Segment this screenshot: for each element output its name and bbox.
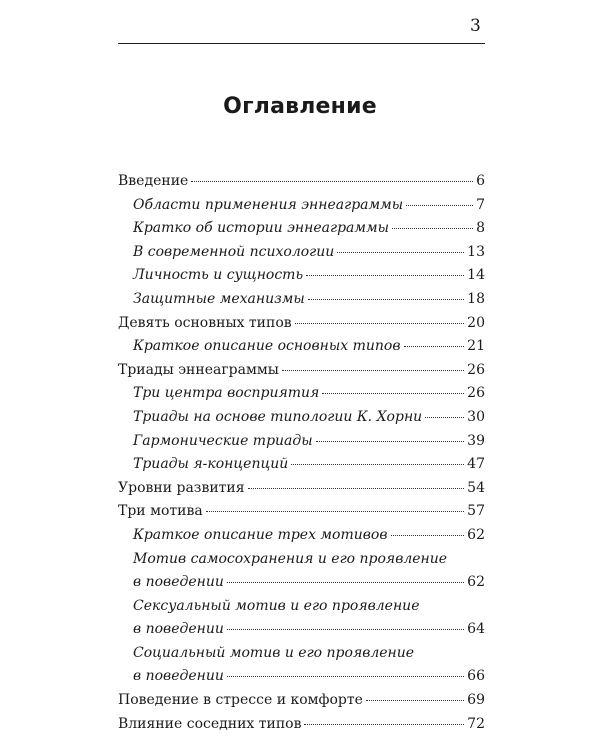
toc-entry-title-line: Сексуальный мотив и его проявление bbox=[133, 597, 420, 614]
toc-entry-title: Гармонические триады bbox=[133, 432, 313, 449]
page-number: 3 bbox=[470, 16, 481, 36]
toc-entry[interactable] bbox=[118, 477, 485, 501]
toc-entry-line bbox=[133, 382, 485, 406]
toc-entry[interactable] bbox=[118, 170, 485, 194]
toc-page-number: 14 bbox=[467, 267, 485, 284]
toc-entry-title: В современной психологии bbox=[133, 243, 335, 260]
toc-entry[interactable] bbox=[118, 241, 485, 265]
toc-page-number: 7 bbox=[476, 196, 485, 213]
toc-page-number: 62 bbox=[467, 574, 485, 591]
toc-entry-line bbox=[133, 524, 485, 548]
header-rule bbox=[118, 43, 485, 44]
toc-entry-line bbox=[118, 477, 485, 501]
toc-page-number: 8 bbox=[476, 220, 485, 237]
toc-entry-title: Личность и сущность bbox=[133, 267, 304, 284]
dot-leader bbox=[306, 275, 464, 276]
toc-entry-line bbox=[133, 406, 485, 430]
dot-leader bbox=[308, 299, 464, 300]
toc-entry[interactable] bbox=[118, 359, 485, 383]
dot-leader bbox=[304, 724, 464, 725]
toc-entry[interactable] bbox=[118, 406, 485, 430]
toc-entry-title: Триады на основе типологии К. Хорни bbox=[133, 408, 423, 425]
toc-entry-title: Уровни развития bbox=[118, 479, 245, 496]
toc-entry-line bbox=[133, 241, 485, 265]
toc-entry[interactable] bbox=[118, 642, 485, 689]
toc-entry[interactable] bbox=[118, 264, 485, 288]
toc-entry[interactable] bbox=[118, 595, 485, 642]
toc-page-number: 20 bbox=[467, 314, 485, 331]
toc-page-number: 26 bbox=[467, 361, 485, 378]
toc-page-number: 64 bbox=[467, 621, 485, 638]
toc-page-number: 62 bbox=[467, 526, 485, 543]
toc-entry[interactable] bbox=[118, 217, 485, 241]
dot-leader bbox=[322, 393, 464, 394]
toc-entry-line bbox=[133, 194, 485, 218]
toc-entry-title: Защитные механизмы bbox=[133, 290, 305, 307]
dot-leader bbox=[291, 464, 464, 465]
dot-leader bbox=[227, 582, 464, 583]
toc-entry[interactable] bbox=[118, 548, 485, 595]
toc-page-number: 30 bbox=[467, 408, 485, 425]
dot-leader bbox=[425, 417, 464, 418]
dot-leader bbox=[248, 488, 465, 489]
toc-entry-title: Краткое описание основных типов bbox=[133, 338, 401, 355]
toc-entry-line bbox=[118, 689, 485, 713]
toc-page-number: 54 bbox=[467, 479, 485, 496]
toc-entry[interactable] bbox=[118, 689, 485, 713]
dot-leader bbox=[227, 676, 464, 677]
dot-leader bbox=[392, 228, 473, 229]
dot-leader bbox=[406, 205, 473, 206]
toc-entry-title: Кратко об истории эннеаграммы bbox=[133, 220, 390, 237]
toc-entry-title: Девять основных типов bbox=[118, 314, 292, 331]
dot-leader bbox=[366, 700, 464, 701]
dot-leader bbox=[206, 511, 464, 512]
toc-entry-title: Триады я-концепций bbox=[133, 456, 289, 473]
toc-page-number: 72 bbox=[467, 715, 485, 732]
dot-leader bbox=[295, 323, 465, 324]
toc-entry[interactable] bbox=[118, 430, 485, 454]
toc-entry-line bbox=[133, 665, 485, 689]
toc-page-number: 18 bbox=[467, 290, 485, 307]
toc-entry-line bbox=[118, 359, 485, 383]
toc-entry-line bbox=[118, 312, 485, 336]
dot-leader bbox=[391, 535, 465, 536]
toc-entry-line bbox=[118, 500, 485, 524]
toc-entry-title: Триады эннеаграммы bbox=[118, 361, 279, 378]
toc-entry[interactable] bbox=[118, 382, 485, 406]
toc-page-number: 39 bbox=[467, 432, 485, 449]
toc-entry[interactable] bbox=[118, 335, 485, 359]
dot-leader bbox=[227, 629, 464, 630]
toc-entry-title: в поведении bbox=[133, 621, 224, 638]
page-title: Оглавление bbox=[223, 94, 377, 119]
toc-entry-title-line: Социальный мотив и его проявление bbox=[133, 644, 415, 661]
toc-entry-title: Три мотива bbox=[118, 503, 203, 520]
toc-entry[interactable] bbox=[118, 500, 485, 524]
toc-page-number: 13 bbox=[467, 243, 485, 260]
toc-page-number: 57 bbox=[467, 503, 485, 520]
toc-entry-title: Поведение в стрессе и комфорте bbox=[118, 692, 363, 709]
toc-entry[interactable] bbox=[118, 194, 485, 218]
toc-entry-line bbox=[133, 288, 485, 312]
toc-entry-line bbox=[133, 571, 485, 595]
toc-page-number: 26 bbox=[467, 385, 485, 402]
dot-leader bbox=[191, 181, 473, 182]
toc-page-number: 6 bbox=[476, 173, 485, 189]
toc-entry-line bbox=[133, 264, 485, 288]
toc-entry-line bbox=[118, 713, 485, 737]
toc-entry-line bbox=[133, 430, 485, 454]
toc-entry-title: Краткое описание трех мотивов bbox=[133, 526, 388, 543]
toc-entry-title: в поведении bbox=[133, 574, 224, 591]
toc-entry-line bbox=[133, 618, 485, 642]
toc-entry-title: Влияние соседних типов bbox=[118, 715, 302, 732]
toc-entry-title: в поведении bbox=[133, 668, 224, 685]
toc-page-number: 69 bbox=[467, 692, 485, 709]
toc-entry[interactable] bbox=[118, 713, 485, 737]
toc-entry-line bbox=[118, 170, 485, 194]
dot-leader bbox=[316, 441, 464, 442]
dot-leader bbox=[282, 370, 464, 371]
toc-entry-title-line: Мотив самосохранения и его проявление bbox=[133, 550, 448, 567]
table-of-contents bbox=[118, 170, 485, 736]
toc-page-number: 21 bbox=[467, 338, 485, 355]
dot-leader bbox=[337, 252, 464, 253]
toc-page-number: 66 bbox=[467, 668, 485, 685]
toc-entry[interactable] bbox=[118, 288, 485, 312]
toc-entry-line bbox=[133, 453, 485, 477]
toc-entry-title: Три центра восприятия bbox=[133, 385, 320, 402]
dot-leader bbox=[404, 346, 465, 347]
toc-entry[interactable] bbox=[118, 524, 485, 548]
toc-entry-line bbox=[133, 335, 485, 359]
toc-entry-title: Введение bbox=[118, 173, 189, 189]
toc-entry-title: Области применения эннеаграммы bbox=[133, 196, 404, 213]
toc-entry[interactable] bbox=[118, 312, 485, 336]
toc-page-number: 47 bbox=[467, 456, 485, 473]
toc-entry-line bbox=[133, 217, 485, 241]
toc-entry[interactable] bbox=[118, 453, 485, 477]
